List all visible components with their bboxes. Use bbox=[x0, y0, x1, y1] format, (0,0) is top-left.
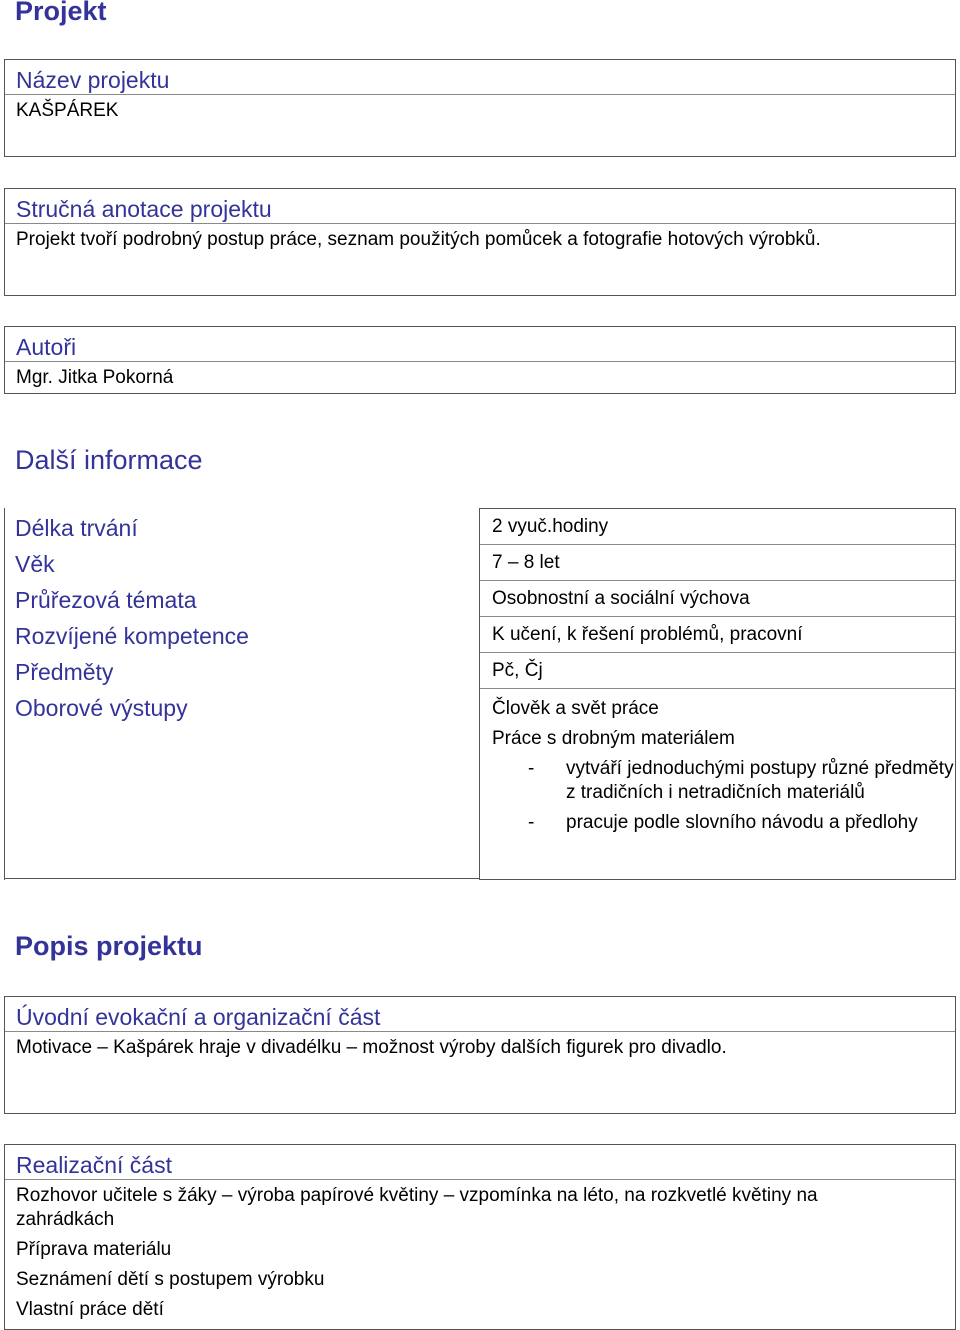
themes-label: Průřezová témata bbox=[15, 587, 197, 613]
outcome-text: pracuje podle slovního návodu a předlohy bbox=[566, 812, 918, 833]
intro-label: Úvodní evokační a organizační část bbox=[5, 997, 955, 1032]
info-bottom-border bbox=[4, 878, 479, 879]
realization-label: Realizační část bbox=[5, 1145, 955, 1180]
realization-paragraph: Rozhovor učitele s žáky – výroba papírové květiny – vzpomínka na léto, na rozkvetlé květiny na zahrádkách bbox=[16, 1185, 818, 1230]
outcomes-line2: Práce s drobným materiálem bbox=[492, 728, 735, 749]
info-left-border bbox=[4, 508, 5, 880]
page-title: Projekt bbox=[15, 0, 107, 26]
project-name-label: Název projektu bbox=[5, 60, 955, 95]
annotation-value: Projekt tvoří podrobný postup práce, seznam použitých pomůcek a fotografie hotových výrobků. bbox=[16, 229, 821, 250]
intro-value: Motivace – Kašpárek hraje v divadélku – možnost výroby dalších figurek pro divadlo. bbox=[16, 1037, 727, 1058]
intro-box bbox=[4, 996, 956, 1114]
more-info-heading: Další informace bbox=[15, 445, 203, 475]
subjects-value: Pč, Čj bbox=[480, 653, 955, 689]
annotation-box bbox=[4, 188, 956, 296]
age-label: Věk bbox=[15, 551, 55, 577]
realization-paragraph: Seznámení dětí s postupem výrobku bbox=[16, 1269, 325, 1290]
description-heading: Popis projektu bbox=[15, 931, 203, 961]
list-item bbox=[492, 757, 955, 805]
authors-value: Mgr. Jitka Pokorná bbox=[16, 367, 174, 388]
competences-value: K učení, k řešení problémů, pracovní bbox=[480, 617, 955, 653]
outcomes-value bbox=[480, 691, 955, 879]
outcomes-label: Oborové výstupy bbox=[15, 695, 188, 721]
annotation-label: Stručná anotace projektu bbox=[5, 189, 955, 224]
outcomes-line1: Člověk a svět práce bbox=[492, 698, 659, 719]
list-dash: - bbox=[528, 812, 535, 833]
list-item bbox=[492, 811, 955, 835]
realization-paragraph: Vlastní práce dětí bbox=[16, 1299, 164, 1320]
duration-label: Délka trvání bbox=[15, 515, 138, 541]
subjects-label: Předměty bbox=[15, 659, 114, 685]
realization-box bbox=[4, 1144, 956, 1330]
competences-label: Rozvíjené kompetence bbox=[15, 623, 249, 649]
project-name-box bbox=[4, 59, 956, 157]
authors-label: Autoři bbox=[5, 327, 955, 362]
themes-value: Osobnostní a sociální výchova bbox=[480, 581, 955, 617]
age-value: 7 – 8 let bbox=[480, 545, 955, 581]
outcomes-list bbox=[492, 757, 955, 835]
duration-value: 2 vyuč.hodiny bbox=[480, 509, 955, 545]
realization-paragraph: Příprava materiálu bbox=[16, 1239, 172, 1260]
outcome-text: vytváří jednoduchými postupy různé předměty z tradičních i netradičních materiálů bbox=[566, 758, 954, 803]
info-table bbox=[4, 508, 956, 880]
list-dash: - bbox=[528, 758, 535, 779]
info-values-column bbox=[479, 508, 956, 880]
project-name-value: KAŠPÁREK bbox=[16, 100, 119, 121]
authors-box bbox=[4, 326, 956, 394]
